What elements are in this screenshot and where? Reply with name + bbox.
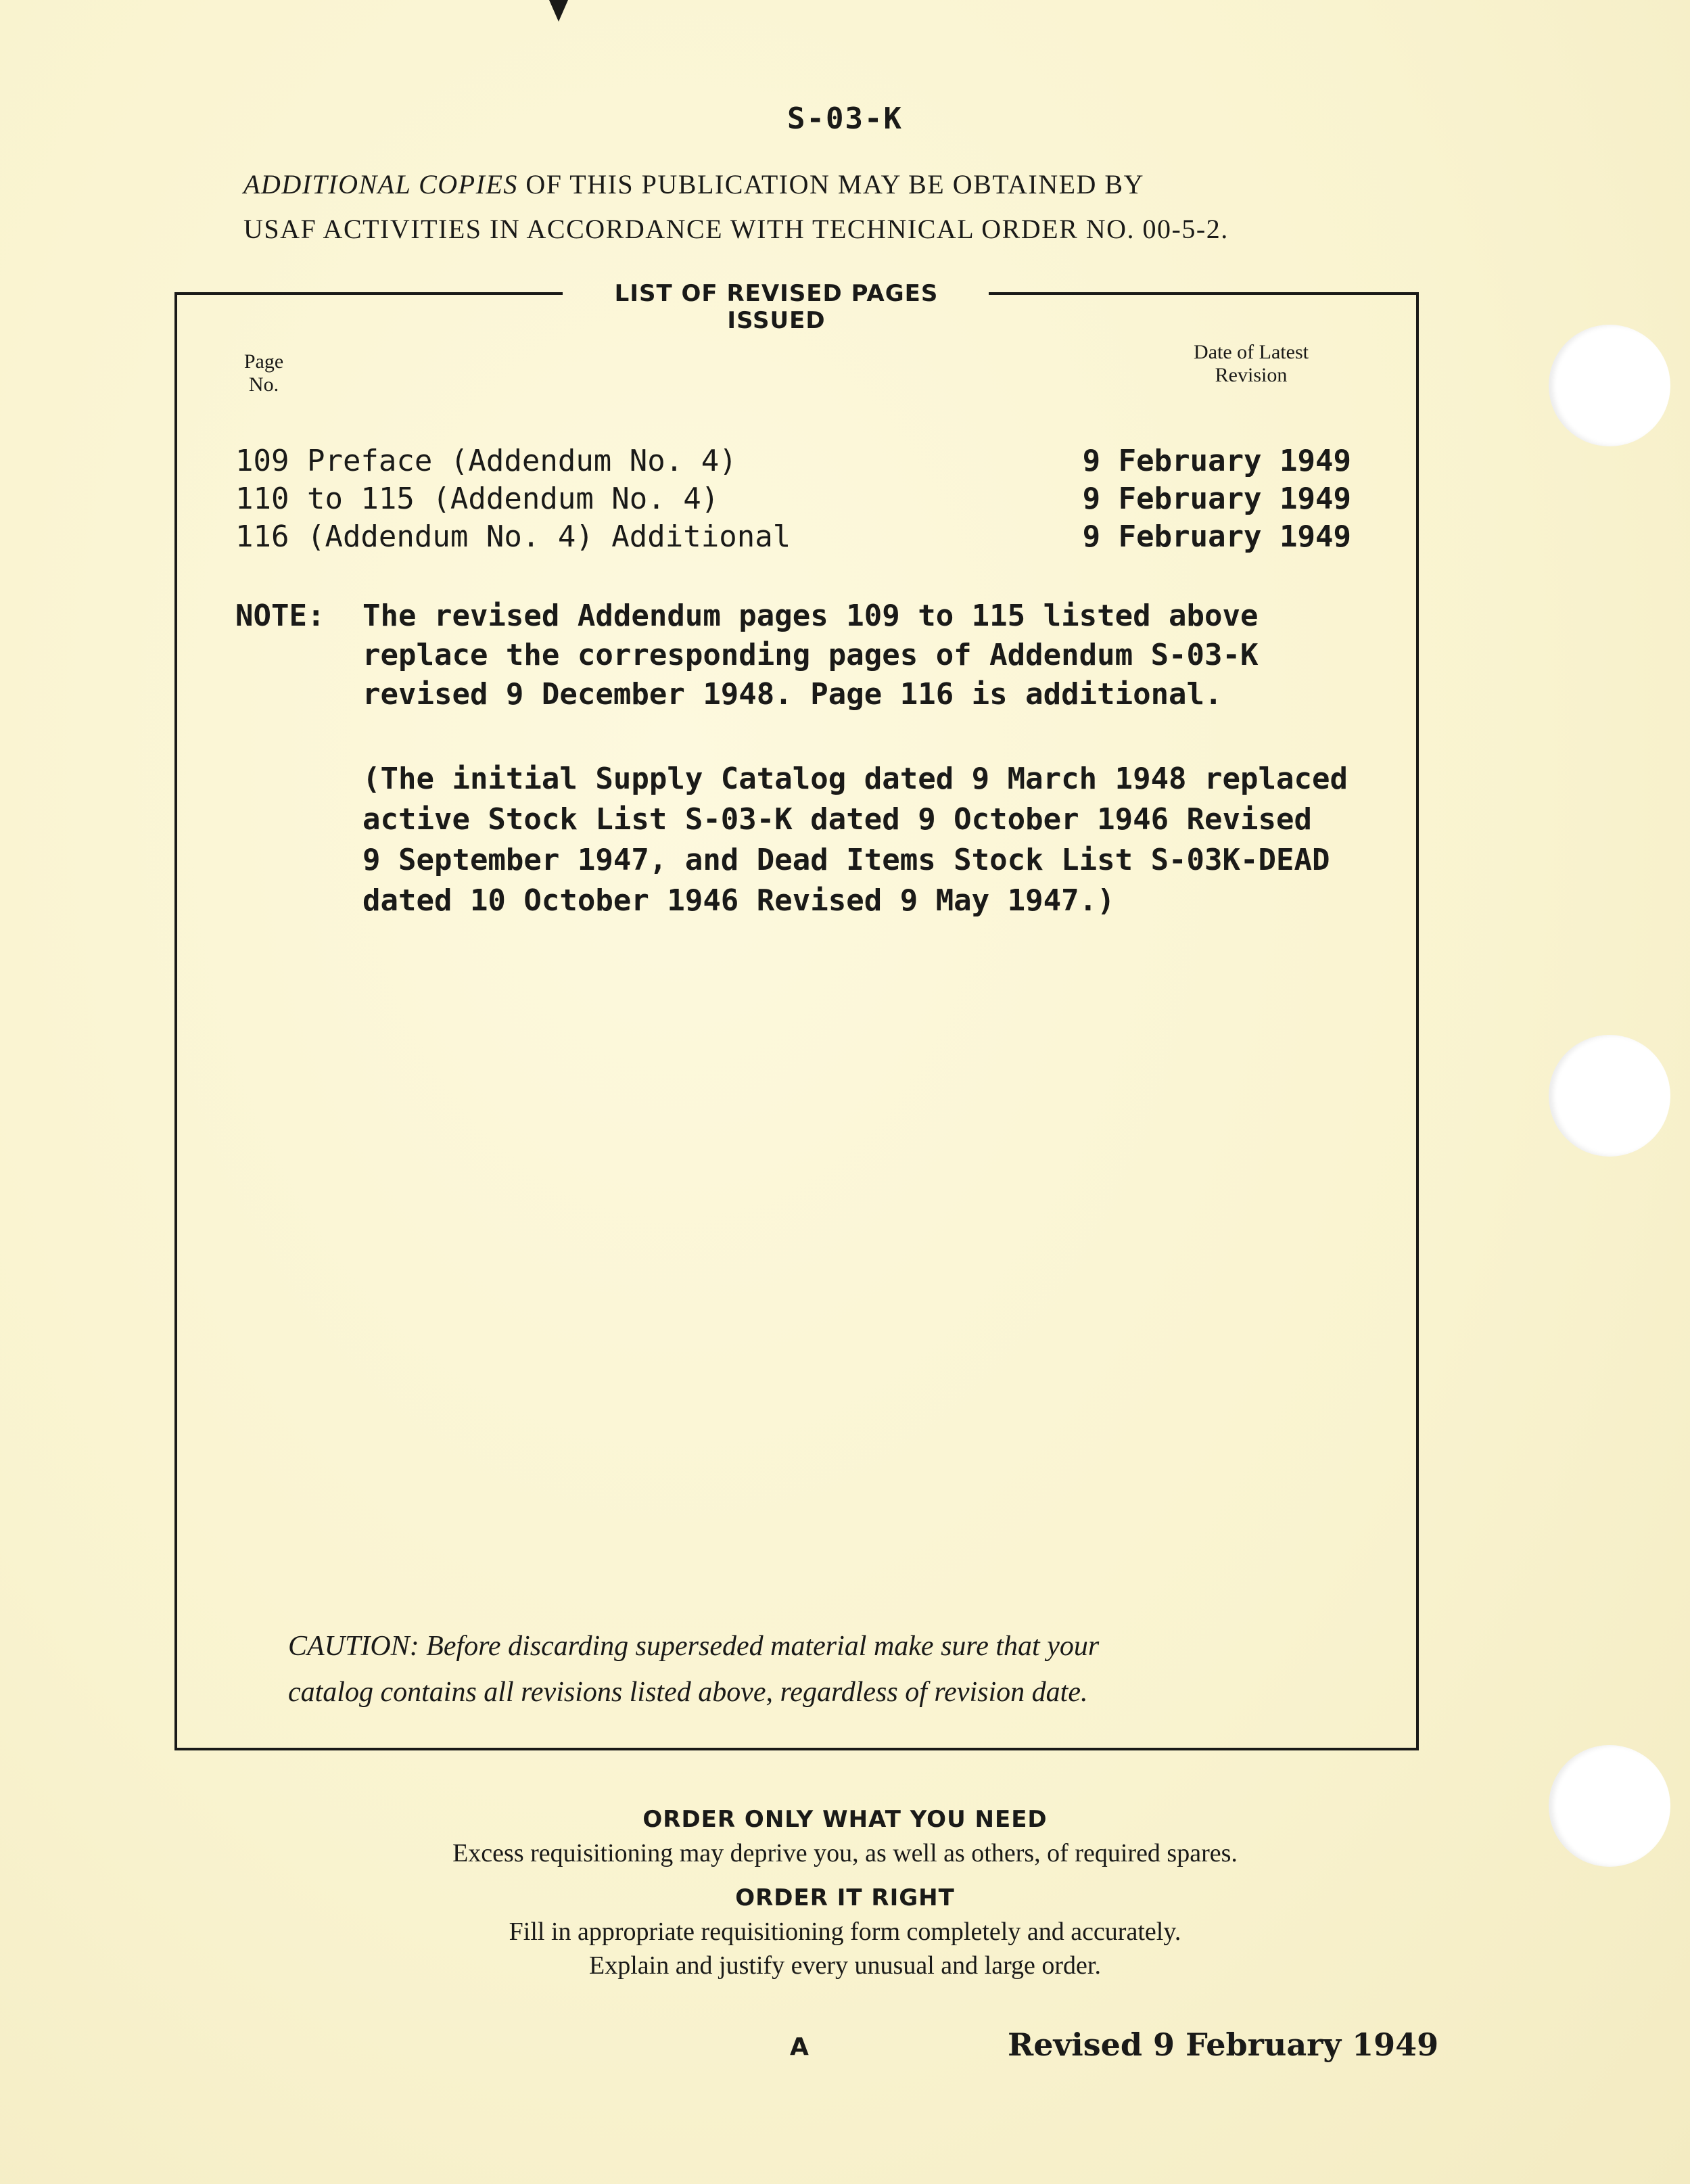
catalog-id: S-03-K xyxy=(787,101,903,136)
page-letter: A xyxy=(790,2033,809,2061)
catalog-history-note: (The initial Supply Catalog dated 9 March 1948 replaced active Stock List S-03-K dated 9 October 1946 Revised 9 September 1947, and Dead Items Stock List S-03K-DEAD dated 10 October 1946 Revised 9 May 1947.) xyxy=(362,762,1348,918)
column-header-date-line-1: Date of Latest xyxy=(1194,341,1309,363)
revision-row xyxy=(235,442,1351,480)
copies-notice-line-1-rest: OF THIS PUBLICATION MAY BE OBTAINED BY xyxy=(517,169,1144,200)
copies-notice-line-2: USAF ACTIVITIES IN ACCORDANCE WITH TECHNICAL ORDER NO. 00-5-2. xyxy=(243,214,1229,244)
revision-date: 9 February 1949 xyxy=(1082,519,1351,554)
box-top-border-right xyxy=(989,292,1419,295)
note-label: NOTE: xyxy=(235,599,325,633)
binder-hole-middle xyxy=(1549,1035,1670,1157)
footer-revision-date: Revised 9 February 1949 xyxy=(1008,2026,1439,2063)
revision-date: 9 February 1949 xyxy=(1082,444,1351,478)
note-text: The revised Addendum pages 109 to 115 listed above replace the corresponding pages of Addendum S-03-K revised 9 December 1948. Page 116 is additional. xyxy=(362,599,1259,712)
page-notch-mark xyxy=(549,0,568,22)
binder-hole-top xyxy=(1549,325,1670,446)
order-heading-2: ORDER IT RIGHT xyxy=(735,1884,955,1911)
copies-notice-italic: ADDITIONAL COPIES xyxy=(243,169,518,200)
column-header-date xyxy=(1150,341,1353,387)
order-line-2: Fill in appropriate requisitioning form completely and accurately. xyxy=(509,1918,1181,1946)
order-line-1: Excess requisitioning may deprive you, as well as others, of required spares. xyxy=(452,1839,1238,1867)
box-top-border-left xyxy=(174,292,563,295)
revision-date: 9 February 1949 xyxy=(1082,482,1351,516)
caution-note: CAUTION: Before discarding superseded material make sure that your catalog contains all revisions listed above, regardless of revision date. xyxy=(288,1631,1100,1708)
column-header-page-no xyxy=(223,350,304,396)
revision-row xyxy=(235,480,1351,518)
column-header-date-line-2: Revision xyxy=(1215,364,1288,386)
revised-pages-title: LIST OF REVISED PAGES ISSUED xyxy=(614,280,939,334)
copies-notice xyxy=(243,162,1325,252)
column-header-page: Page xyxy=(243,350,284,373)
order-heading-1: ORDER ONLY WHAT YOU NEED xyxy=(642,1806,1048,1833)
copies-notice-line-1 xyxy=(243,162,1325,207)
order-line-3: Explain and justify every unusual and large order. xyxy=(589,1951,1101,1980)
column-header-no: No. xyxy=(248,373,279,396)
revision-page: 116 (Addendum No. 4) Additional xyxy=(235,519,791,554)
revision-page: 110 to 115 (Addendum No. 4) xyxy=(235,482,720,516)
revision-row xyxy=(235,518,1351,556)
revision-page: 109 Preface (Addendum No. 4) xyxy=(235,444,737,478)
